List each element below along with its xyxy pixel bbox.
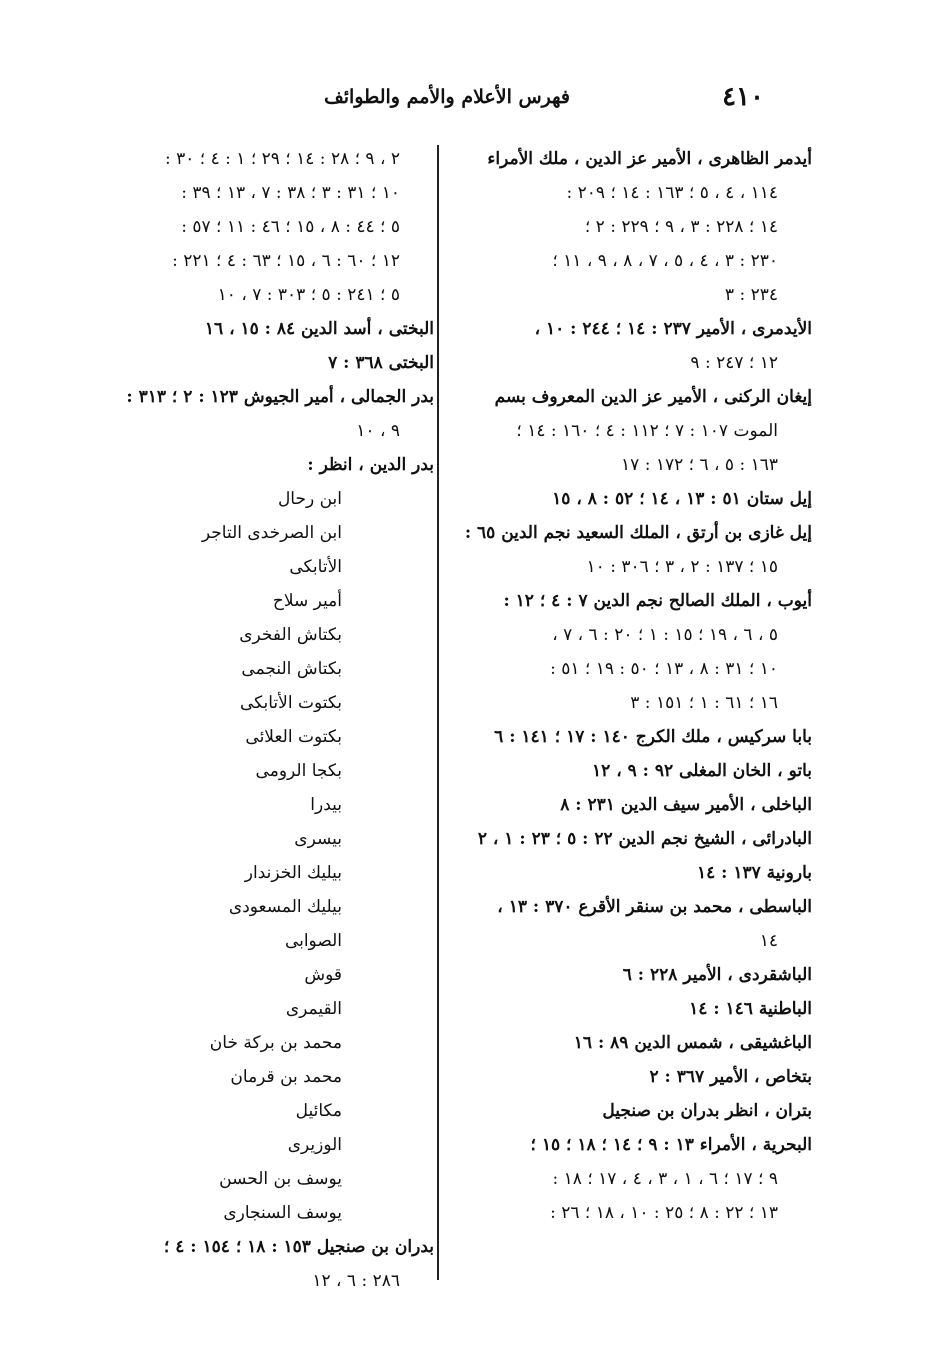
index-entry: البادرائى ، الشيخ نجم الدين ٢٢ : ٥ ؛ ٢٣ : ١ ، ٢ <box>477 829 812 849</box>
index-entry: إيل غازى بن أرتق ، الملك السعيد نجم الدين ٦٥ : <box>464 523 812 543</box>
index-column-left <box>74 142 434 1298</box>
cross-reference-item: الوزيرى <box>287 1135 342 1155</box>
index-entry: إيل ستان ٥١ : ١٣ ، ١٤ ؛ ٥٢ : ٨ ، ١٥ <box>552 489 812 509</box>
index-entry-continuation: ٥ ؛ ٤٤ : ٨ ، ١٥ ؛ ٤٦ : ١١ ؛ ٥٧ : <box>181 217 400 237</box>
index-entry-continuation: ٢٣٠ : ٣ ، ٤ ، ٥ ، ٧ ، ٨ ، ٩ ، ١١ ؛ <box>552 251 778 271</box>
cross-reference-item: بيليك المسعودى <box>228 897 342 917</box>
index-entry-continuation: ١٠ ؛ ٣١ : ٨ ، ١٣ ؛ ٥٠ : ١٩ ؛ ٥١ : <box>550 659 778 679</box>
index-entry-continuation: ١٦ ؛ ٦١ : ١ ؛ ١٥١ : ٣ <box>630 693 778 713</box>
index-entry-continuation: ١٤ ؛ ٢٢٨ : ٣ ، ٩ ؛ ٢٢٩ : ٢ ؛ <box>584 217 778 237</box>
index-entry: باتو ، الخان المغلى ٩٢ : ٩ ، ١٢ <box>592 761 812 781</box>
index-entry: الأيدمرى ، الأمير ٢٣٧ : ١٤ ؛ ٢٤٤ : ١٠ ، <box>534 319 812 339</box>
index-entry-continuation: ١٢ ؛ ٦٠ : ٦ ، ١٥ ؛ ٦٣ : ٤ ؛ ٢٢١ : <box>172 251 400 271</box>
index-entry-continuation: ١٣ ؛ ٢٢ : ٨ ؛ ٢٥ : ١٠ ، ١٨ ؛ ٢٦ : <box>550 1203 778 1223</box>
cross-reference-item: الصوابى <box>284 931 342 951</box>
cross-reference-item: بكتوت الأتابكى <box>239 693 342 713</box>
running-title: فهرس الأعلام والأمم والطوائف <box>324 86 570 108</box>
cross-reference-item: أمير سلاح <box>272 591 342 611</box>
index-entry: بدر الدين ، انظر : <box>307 455 434 475</box>
cross-reference-item: بكجا الرومى <box>255 761 342 781</box>
index-entry: بدر الجمالى ، أمير الجيوش ١٢٣ : ٢ ؛ ٣١٣ : <box>126 387 434 407</box>
cross-reference-item: ابن الصرخدى التاجر <box>201 523 342 543</box>
cross-reference-item: بيدرا <box>310 795 342 815</box>
page-number: ٤١٠ <box>722 82 764 112</box>
index-entry-continuation: ٢ ، ٩ ؛ ٢٨ : ١٤ ؛ ٢٩ ؛ ١ : ٤ ؛ ٣٠ : <box>164 149 400 169</box>
index-column-right <box>452 142 812 1230</box>
cross-reference-item: بكتاش النجمى <box>241 659 342 679</box>
cross-reference-item: محمد بن قرمان <box>230 1067 342 1087</box>
index-entry-continuation: ١٥ ؛ ١٣٧ : ٢ ، ٣ ؛ ٣٠٦ : ١٠ <box>586 557 778 577</box>
index-entry: إيغان الركنى ، الأمير عز الدين المعروف بسم <box>494 387 812 407</box>
index-entry: الباسطى ، محمد بن سنقر الأقرع ٣٧٠ : ١٣ ، <box>497 897 812 917</box>
index-entry: الباغشيقى ، شمس الدين ٨٩ : ١٦ <box>573 1033 812 1053</box>
index-entry-continuation: ٩ ؛ ١٧ ؛ ٦ ، ١ ، ٣ ، ٤ ، ١٧ ؛ ١٨ : <box>552 1169 778 1189</box>
index-entry: بتران ، انظر بدران بن صنجيل <box>602 1101 812 1121</box>
index-entry-continuation: ١٠ ؛ ٣١ : ٣ ؛ ٣٨ : ٧ ، ١٣ ؛ ٣٩ : <box>181 183 400 203</box>
index-entry-continuation: الموت ١٠٧ : ٧ ؛ ١١٢ : ٤ ؛ ١٦٠ : ١٤ ؛ <box>516 421 778 441</box>
cross-reference-item: بكتاش الفخرى <box>239 625 342 645</box>
index-entry-continuation: ٥ ؛ ٢٤١ : ٥ ؛ ٣٠٣ : ٧ ، ١٠ <box>217 285 400 305</box>
cross-reference-item: محمد بن بركة خان <box>209 1033 342 1053</box>
index-entry: بدران بن صنجيل ١٥٣ : ١٨ ؛ ١٥٤ : ٤ ؛ <box>163 1237 434 1257</box>
index-entry-continuation: ١٦٣ : ٥ ، ٦ ؛ ١٧٢ : ١٧ <box>621 455 778 475</box>
index-entry-continuation: ١٤ <box>759 931 778 951</box>
column-divider <box>437 145 439 1280</box>
index-entry: الباشقردى ، الأمير ٢٢٨ : ٦ <box>622 965 812 985</box>
index-entry-continuation: ٥ ، ٦ ، ١٩ ؛ ١٥ : ١ ؛ ٢٠ : ٦ ، ٧ ، <box>552 625 778 645</box>
index-entry: بابا سركيس ، ملك الكرج ١٤٠ : ١٧ ؛ ١٤١ : ٦ <box>494 727 812 747</box>
cross-reference-item: ابن رحال <box>277 489 342 509</box>
index-entry-continuation: ١١٤ ، ٤ ، ٥ ؛ ١٦٣ : ١٤ ؛ ٢٠٩ : <box>566 183 778 203</box>
cross-reference-item: مكائيل <box>295 1101 342 1121</box>
cross-reference-item: بيسرى <box>294 829 342 849</box>
cross-reference-item: الأتابكى <box>289 557 342 577</box>
index-entry: البختى ٣٦٨ : ٧ <box>328 353 434 373</box>
index-entry: البختى ، أسد الدين ٨٤ : ١٥ ، ١٦ <box>204 319 434 339</box>
cross-reference-item: القيمرى <box>285 999 342 1019</box>
index-entry: الباخلى ، الأمير سيف الدين ٢٣١ : ٨ <box>560 795 812 815</box>
index-entry: بتخاص ، الأمير ٣٦٧ : ٢ <box>649 1067 812 1087</box>
cross-reference-item: يوسف السنجارى <box>223 1203 342 1223</box>
index-entry-continuation: ٢٨٦ : ٦ ، ١٢ <box>312 1271 400 1291</box>
index-entry: بارونية ١٣٧ : ١٤ <box>696 863 812 883</box>
index-entry-continuation: ١٢ ؛ ٢٤٧ : ٩ <box>690 353 778 373</box>
index-entry-continuation: ٢٣٤ : ٣ <box>724 285 778 305</box>
index-entry: أيدمر الظاهرى ، الأمير عز الدين ، ملك الأمراء <box>487 149 812 169</box>
index-entry: البحرية ، الأمراء ١٣ : ٩ ؛ ١٤ ؛ ١٨ ؛ ١٥ ؛ <box>530 1135 812 1155</box>
cross-reference-item: بيليك الخزندار <box>244 863 342 883</box>
index-entry: أيوب ، الملك الصالح نجم الدين ٧ : ٤ ؛ ١٢ : <box>503 591 812 611</box>
index-entry-continuation: ٩ ، ١٠ <box>356 421 400 441</box>
cross-reference-item: قوش <box>304 965 342 985</box>
cross-reference-item: بكتوت العلائى <box>245 727 342 747</box>
cross-reference-item: يوسف بن الحسن <box>219 1169 342 1189</box>
index-entry: الباطنية ١٤٦ : ١٤ <box>689 999 812 1019</box>
